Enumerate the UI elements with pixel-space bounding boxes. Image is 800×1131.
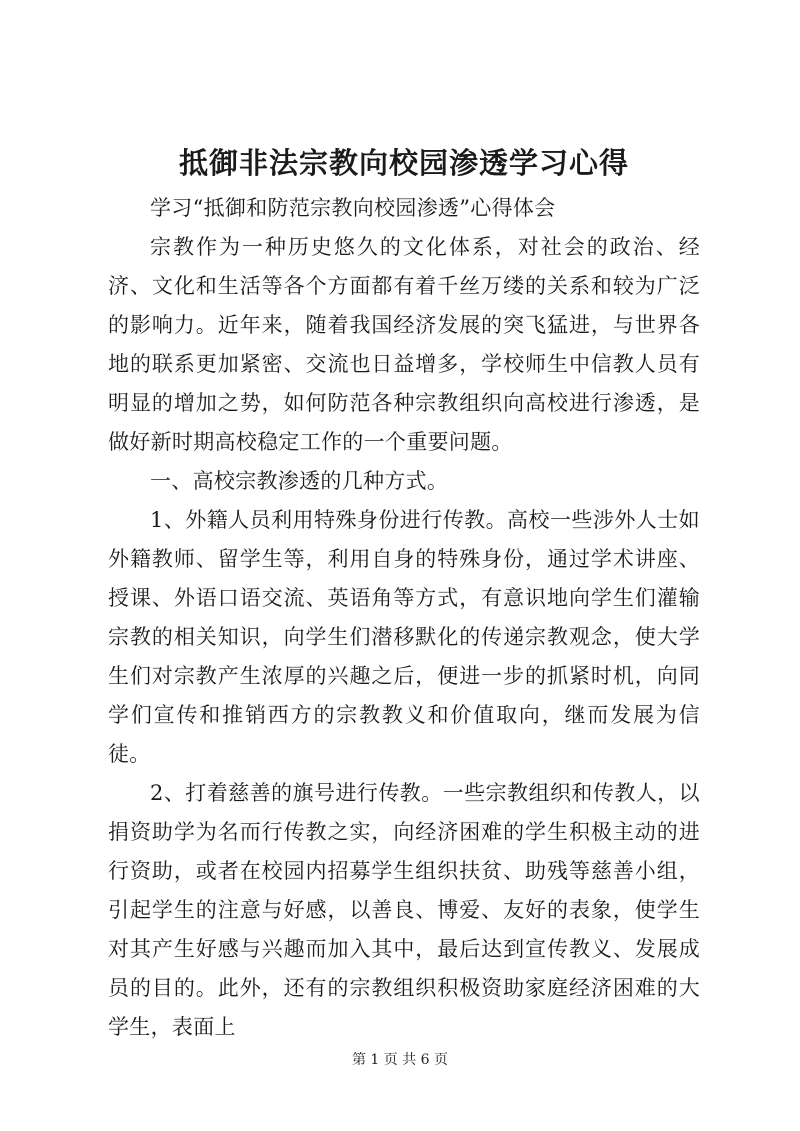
document-title: 抵御非法宗教向校园渗透学习心得 bbox=[178, 146, 629, 180]
document-subtitle: 学习“抵御和防范宗教向校园渗透”心得体会 bbox=[150, 196, 556, 220]
paragraph-point-2: 2、打着慈善的旗号进行传教。一些宗教组织和传教人，以捐资助学为名而行传教之实，向经济困难的学生积极主动的进行资助，或者在校园内招募学生组织扶贫、助残等慈善小组，引起学生的注意与好感，以善良、博爱、友好的表象，使学生对其产生好感与兴趣而加入其中，最后达到宣传教义、发展成员的目的。此外，还有的宗教组织积极资助家庭经济困难的大学生，表面上 bbox=[108, 781, 700, 1039]
page-footer: 第 1 页 共 6 页 bbox=[351, 1052, 449, 1068]
section-heading-1: 一、高校宗教渗透的几种方式。 bbox=[150, 469, 449, 493]
paragraph-point-1: 1、外籍人员利用特殊身份进行传教。高校一些涉外人士如外籍教师、留学生等，利用自身的特殊身份，通过学术讲座、授课、外语口语交流、英语角等方式，有意识地向学生们灌输宗教的相关知识，向学生们潜移默化的传递宗教观念，使大学生们对宗教产生浓厚的兴趣之后，便进一步的抓紧时机，向同学们宣传和推销西方的宗教教义和价值取向，继而发展为信徒。 bbox=[108, 508, 700, 766]
paragraph-intro: 宗教作为一种历史悠久的文化体系，对社会的政治、经济、文化和生活等各个方面都有着千丝万缕的关系和较为广泛的影响力。近年来，随着我国经济发展的突飞猛进，与世界各地的联系更加紧密、交流也日益增多，学校师生中信教人员有明显的增加之势，如何防范各种宗教组织向高校进行渗透，是做好新时期高校稳定工作的一个重要问题。 bbox=[108, 235, 700, 454]
document-page bbox=[108, 138, 700, 1047]
